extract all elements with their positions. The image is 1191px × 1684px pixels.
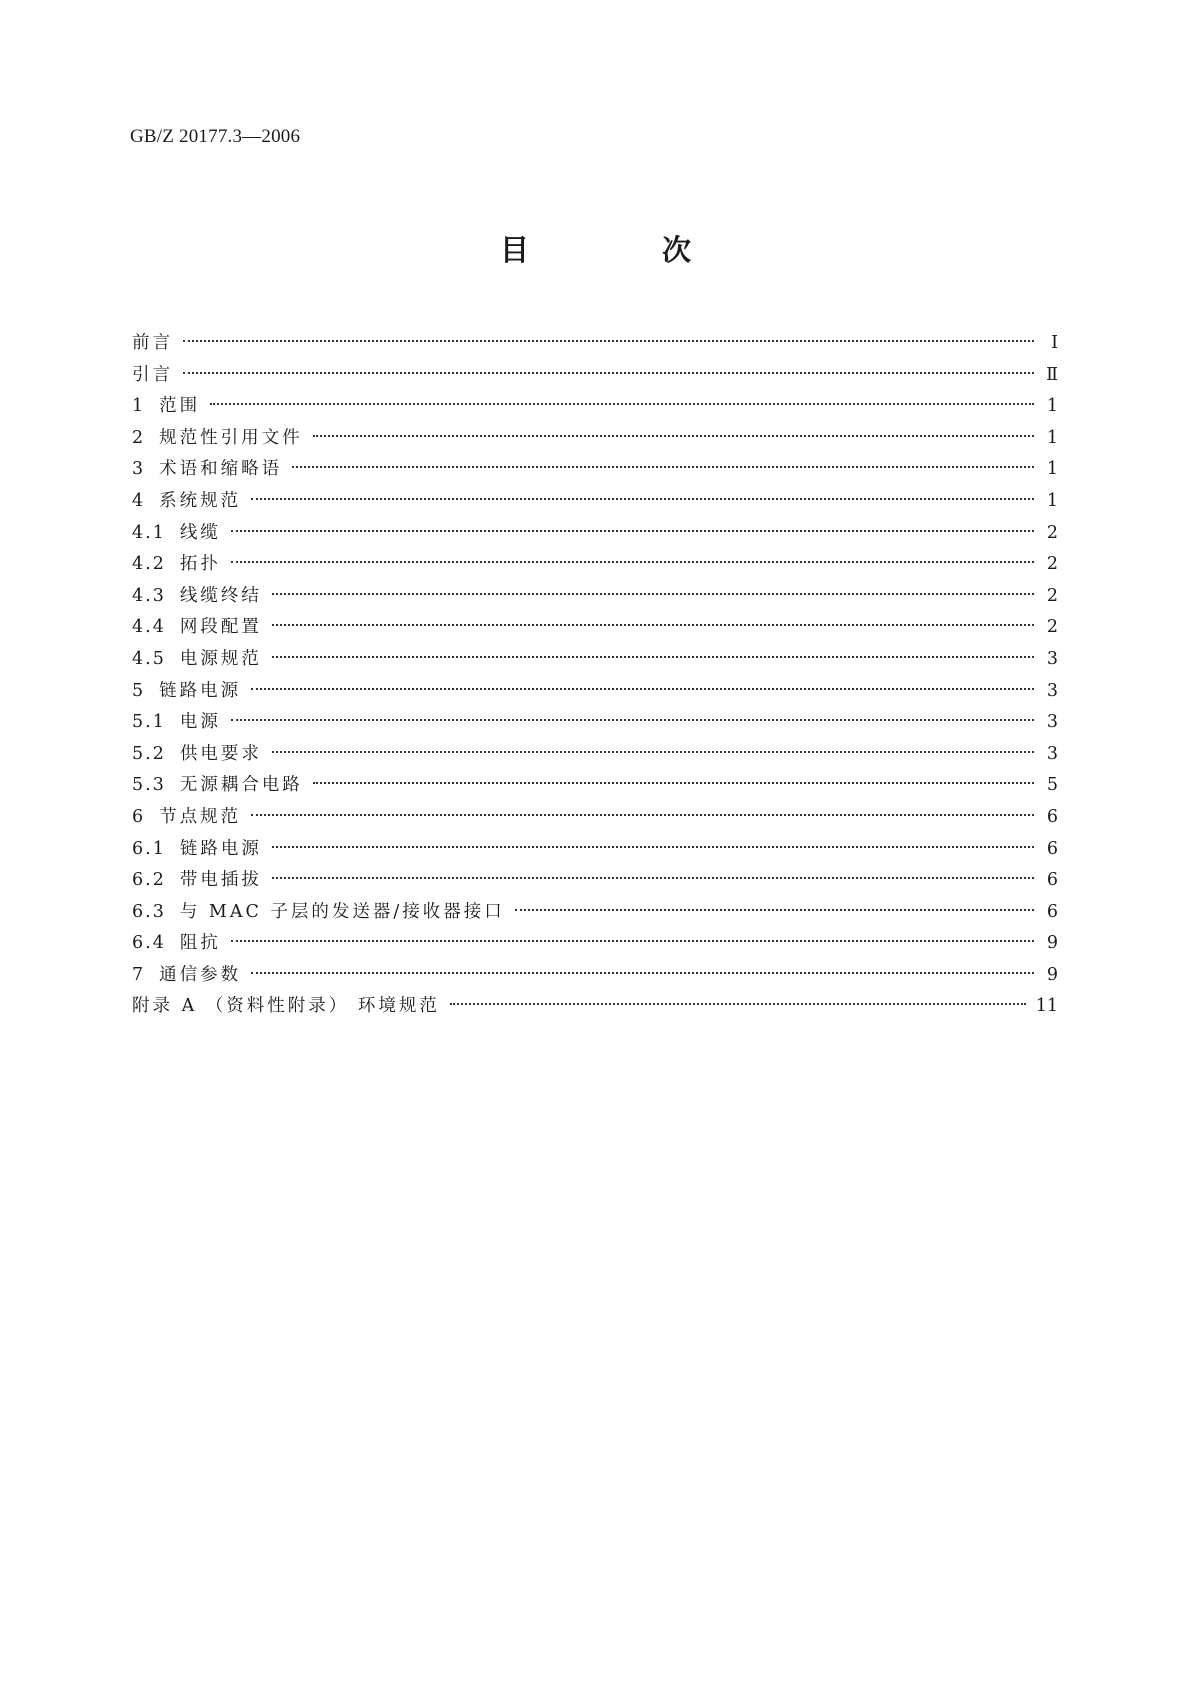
toc-entry-number: 2 — [132, 427, 146, 448]
toc-entry-page: 6 — [1046, 838, 1058, 859]
toc-dot-leader — [272, 751, 1034, 753]
toc-entry-number: 6.4 — [132, 933, 166, 954]
toc-entry-label: 线缆终结 — [179, 585, 262, 606]
toc-dot-leader — [251, 814, 1034, 816]
toc-entry-label: 电源规范 — [179, 648, 262, 669]
toc-entry-page: 1 — [1046, 396, 1058, 417]
toc-entry-number: 4 — [132, 490, 146, 511]
toc-entry-page: 6 — [1046, 901, 1058, 922]
toc-title: 目 次 — [499, 233, 743, 267]
toc-dot-leader — [272, 846, 1034, 848]
toc-dot-leader — [251, 688, 1034, 690]
toc-entry-page: 2 — [1046, 585, 1058, 606]
toc-entry-7[interactable] — [132, 960, 1058, 992]
toc-dot-leader — [183, 372, 1034, 374]
toc-entry-6-1[interactable] — [132, 834, 1058, 866]
toc-entry-number: 6.1 — [132, 838, 166, 859]
toc-entry-page: Ⅱ — [1046, 364, 1058, 385]
toc-entry-4-3[interactable] — [132, 581, 1058, 613]
toc-entry-4-1[interactable] — [132, 518, 1058, 550]
toc-entry-number: 5.2 — [132, 743, 166, 764]
standard-number: GB/Z 20177.3—2006 — [130, 126, 301, 147]
toc-entry-number: 4.3 — [132, 585, 166, 606]
toc-entry-label: 链路电源 — [159, 680, 242, 701]
toc-entry-page: 3 — [1046, 648, 1058, 669]
toc-entry-label: 拓扑 — [179, 554, 221, 575]
toc-entry-label: 供电要求 — [179, 743, 262, 764]
toc-entry-5-3[interactable] — [132, 770, 1058, 802]
toc-entry-2[interactable] — [132, 423, 1058, 455]
toc-entry-5[interactable] — [132, 676, 1058, 708]
toc-dot-leader — [251, 972, 1034, 974]
toc-entry-page: 3 — [1046, 743, 1058, 764]
toc-entry-5-2[interactable] — [132, 739, 1058, 771]
toc-dot-leader — [272, 877, 1034, 879]
toc-entry-label: 引言 — [132, 364, 173, 385]
toc-entry-label: 附录 A （资料性附录） 环境规范 — [132, 996, 440, 1017]
toc-dot-leader — [450, 1003, 1026, 1005]
toc-entry-number: 6 — [132, 806, 146, 827]
toc-entry-page: 2 — [1046, 554, 1058, 575]
toc-dot-leader — [231, 940, 1034, 942]
toc-entry-4-4[interactable] — [132, 612, 1058, 644]
toc-entry-page: 3 — [1046, 680, 1058, 701]
toc-entry-1[interactable] — [132, 391, 1058, 423]
toc-entry-number: 4.2 — [132, 554, 166, 575]
toc-entry-label: 无源耦合电路 — [179, 775, 303, 796]
toc-entry-6-2[interactable] — [132, 865, 1058, 897]
toc-entry-number: 1 — [132, 396, 146, 417]
toc-dot-leader — [515, 909, 1034, 911]
toc-entry-4-2[interactable] — [132, 549, 1058, 581]
toc-entry-number: 6.3 — [132, 901, 166, 922]
toc-entry-label: 节点规范 — [159, 806, 242, 827]
toc-entry-4[interactable] — [132, 486, 1058, 518]
toc-entry-page: Ⅰ — [1051, 333, 1058, 353]
toc-entry-introduction[interactable] — [132, 360, 1058, 392]
toc-dot-leader — [231, 530, 1034, 532]
toc-entry-label: 网段配置 — [179, 617, 262, 638]
toc-dot-leader — [183, 340, 1034, 342]
toc-entry-page: 6 — [1046, 870, 1058, 891]
toc-entry-6[interactable] — [132, 802, 1058, 834]
toc-dot-leader — [231, 719, 1034, 721]
toc-entry-number: 5 — [132, 680, 146, 701]
toc-entry-annex-a[interactable] — [132, 991, 1058, 1023]
toc-entry-number: 6.2 — [132, 870, 166, 891]
toc-entry-label: 术语和缩略语 — [159, 459, 283, 480]
toc-entry-label: 规范性引用文件 — [159, 427, 303, 448]
toc-entry-page: 6 — [1046, 806, 1058, 827]
toc-entry-label: 链路电源 — [179, 838, 262, 859]
toc-entry-label: 范围 — [159, 396, 201, 417]
toc-dot-leader — [251, 498, 1034, 500]
toc-entry-page: 1 — [1046, 427, 1058, 448]
toc-entry-label: 阻抗 — [179, 933, 221, 954]
toc-dot-leader — [272, 593, 1034, 595]
toc-dot-leader — [313, 782, 1034, 784]
toc-entry-label: 前言 — [132, 333, 173, 353]
toc-entry-page: 11 — [1035, 996, 1058, 1017]
toc-dot-leader — [210, 403, 1034, 405]
toc-dot-leader — [272, 656, 1034, 658]
toc-entry-number: 4.5 — [132, 648, 166, 669]
toc-entry-label: 系统规范 — [159, 490, 242, 511]
toc-entry-page: 1 — [1046, 459, 1058, 480]
toc-entry-page: 9 — [1046, 964, 1058, 985]
toc-dot-leader — [231, 561, 1034, 563]
toc-dot-leader — [272, 624, 1034, 626]
toc-entry-page: 3 — [1046, 712, 1058, 733]
toc-entry-number: 4.4 — [132, 617, 166, 638]
toc-entry-label: 与 MAC 子层的发送器/接收器接口 — [179, 901, 505, 922]
toc-entry-5-1[interactable] — [132, 707, 1058, 739]
toc-entry-page: 5 — [1046, 775, 1058, 796]
table-of-contents — [132, 328, 1058, 1023]
toc-dot-leader — [292, 466, 1034, 468]
toc-entry-page: 1 — [1046, 490, 1058, 511]
toc-entry-foreword[interactable] — [132, 328, 1058, 360]
toc-entry-3[interactable] — [132, 454, 1058, 486]
toc-entry-4-5[interactable] — [132, 644, 1058, 676]
toc-entry-label: 带电插拔 — [179, 870, 262, 891]
toc-entry-number: 5.3 — [132, 775, 166, 796]
toc-entry-label: 线缆 — [179, 522, 221, 543]
toc-entry-page: 2 — [1046, 617, 1058, 638]
toc-entry-number: 7 — [132, 964, 146, 985]
toc-entry-page: 2 — [1046, 522, 1058, 543]
toc-entry-number: 5.1 — [132, 712, 166, 733]
toc-entry-number: 3 — [132, 459, 146, 480]
toc-entry-label: 通信参数 — [159, 964, 242, 985]
toc-dot-leader — [313, 435, 1034, 437]
toc-entry-label: 电源 — [179, 712, 221, 733]
toc-entry-page: 9 — [1046, 933, 1058, 954]
toc-entry-6-4[interactable] — [132, 928, 1058, 960]
toc-entry-number: 4.1 — [132, 522, 166, 543]
toc-entry-6-3[interactable] — [132, 897, 1058, 929]
